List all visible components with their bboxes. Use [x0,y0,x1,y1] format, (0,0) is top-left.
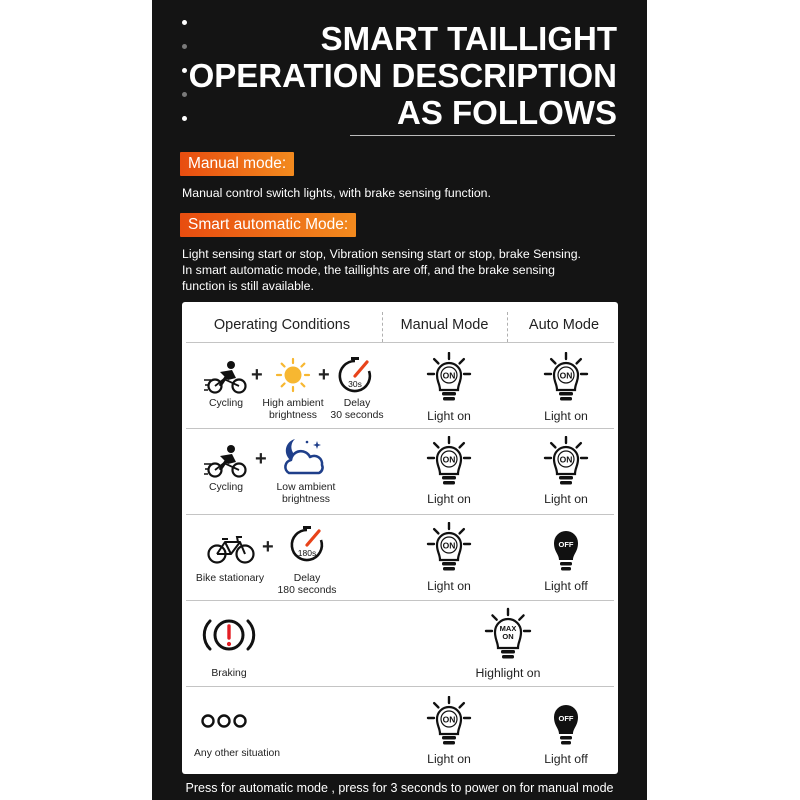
bulb-on-icon [543,352,589,406]
bulb-label: ON [559,370,573,381]
bulb-on-icon [426,436,472,490]
auto-result: Light off [544,752,588,766]
header-divider [382,312,383,342]
plus-sign: + [318,364,330,386]
cyclist-icon [204,360,248,394]
condition-caption: Bike stationary [195,573,265,584]
header-manual-mode: Manual Mode [400,317,489,333]
timer-icon [336,357,374,395]
bulb-label: ON [442,454,456,465]
smart-mode-description-2: In smart automatic mode, the taillights are off, and the brake sensing [182,263,555,277]
row-divider [186,514,614,515]
bulb-label: OFF [558,540,574,549]
bulb-label: ON [442,370,456,381]
caption-line: Low ambient [276,482,336,493]
condition-caption: Any other situation [194,748,281,759]
manual-result: Light on [427,492,471,506]
condition-caption [324,398,390,422]
bulb-label: ON [559,454,573,465]
page-title [189,20,617,131]
caption-line: High ambient [262,398,324,409]
title-line-2: OPERATION DESCRIPTION [188,57,617,94]
bulb-off-icon [551,702,581,748]
caption-line: Delay [293,573,321,584]
auto-result: Light on [544,492,588,506]
manual-mode-description: Manual control switch lights, with brake sensing function. [182,186,491,200]
header-operating-conditions: Operating Conditions [213,317,351,333]
auto-result: Light off [544,579,588,593]
bulb-label: ON [502,632,514,641]
plus-sign: + [255,448,267,470]
operation-table [182,302,618,774]
manual-result: Light on [427,752,471,766]
bulb-off-icon [551,528,581,574]
smart-mode-description-1: Light sensing start or stop, Vibration sensing start or stop, brake Sensing. [182,247,581,261]
combined-result: Highlight on [475,666,541,680]
dot [182,68,187,73]
manual-mode-label: Manual mode: [180,152,294,176]
footer-instructions: Press for automatic mode , press for 3 seconds to power on for manual mode [185,781,614,795]
plus-sign: + [251,364,263,386]
title-divider [350,135,615,136]
bulb-label: ON [442,540,456,551]
smart-mode-label: Smart automatic Mode: [180,213,356,237]
bulb-on-icon [543,436,589,490]
plus-sign: + [262,536,274,558]
timer-label: 180s [297,548,317,558]
dot [182,92,187,97]
bulb-on-icon [426,522,472,576]
three-circles-icon [200,712,248,730]
bulb-on-icon [426,352,472,406]
auto-result: Light on [544,409,588,423]
cyclist-icon [204,444,248,478]
header-auto-mode: Auto Mode [528,317,600,333]
panel [152,0,647,800]
row-divider [186,686,614,687]
condition-caption [270,573,344,597]
bulb-label: MAX [499,624,517,633]
condition-caption: Cycling [208,398,244,409]
manual-result: Light on [427,579,471,593]
row-divider [186,428,614,429]
dot [182,20,187,25]
timer-label: 30s [348,379,362,389]
timer-icon [288,526,326,564]
moon-cloud-icon [277,435,329,477]
dot [182,44,187,49]
sun-icon [275,357,311,393]
condition-caption [266,482,346,506]
caption-line: brightness [269,410,317,421]
caption-line: 180 seconds [277,585,337,596]
header-divider [507,312,508,342]
caption-line: 30 seconds [330,410,384,421]
brake-warning-icon [200,615,258,655]
row-divider [186,342,614,343]
caption-line: Delay [343,398,371,409]
title-line-1: SMART TAILLIGHT [320,20,617,57]
dot [182,116,187,121]
condition-caption: Cycling [208,482,244,493]
condition-caption [254,398,332,422]
row-divider [186,600,614,601]
smart-mode-description-3: function is still available. [182,279,314,293]
bicycle-icon [207,535,255,565]
bulb-on-icon [426,696,472,750]
manual-result: Light on [427,409,471,423]
title-line-3: AS FOLLOWS [397,94,617,131]
bulb-label: ON [442,714,456,725]
bulb-label: OFF [558,714,574,723]
bulb-max-icon [483,607,533,665]
caption-line: brightness [282,494,330,505]
condition-caption: Braking [211,668,247,679]
